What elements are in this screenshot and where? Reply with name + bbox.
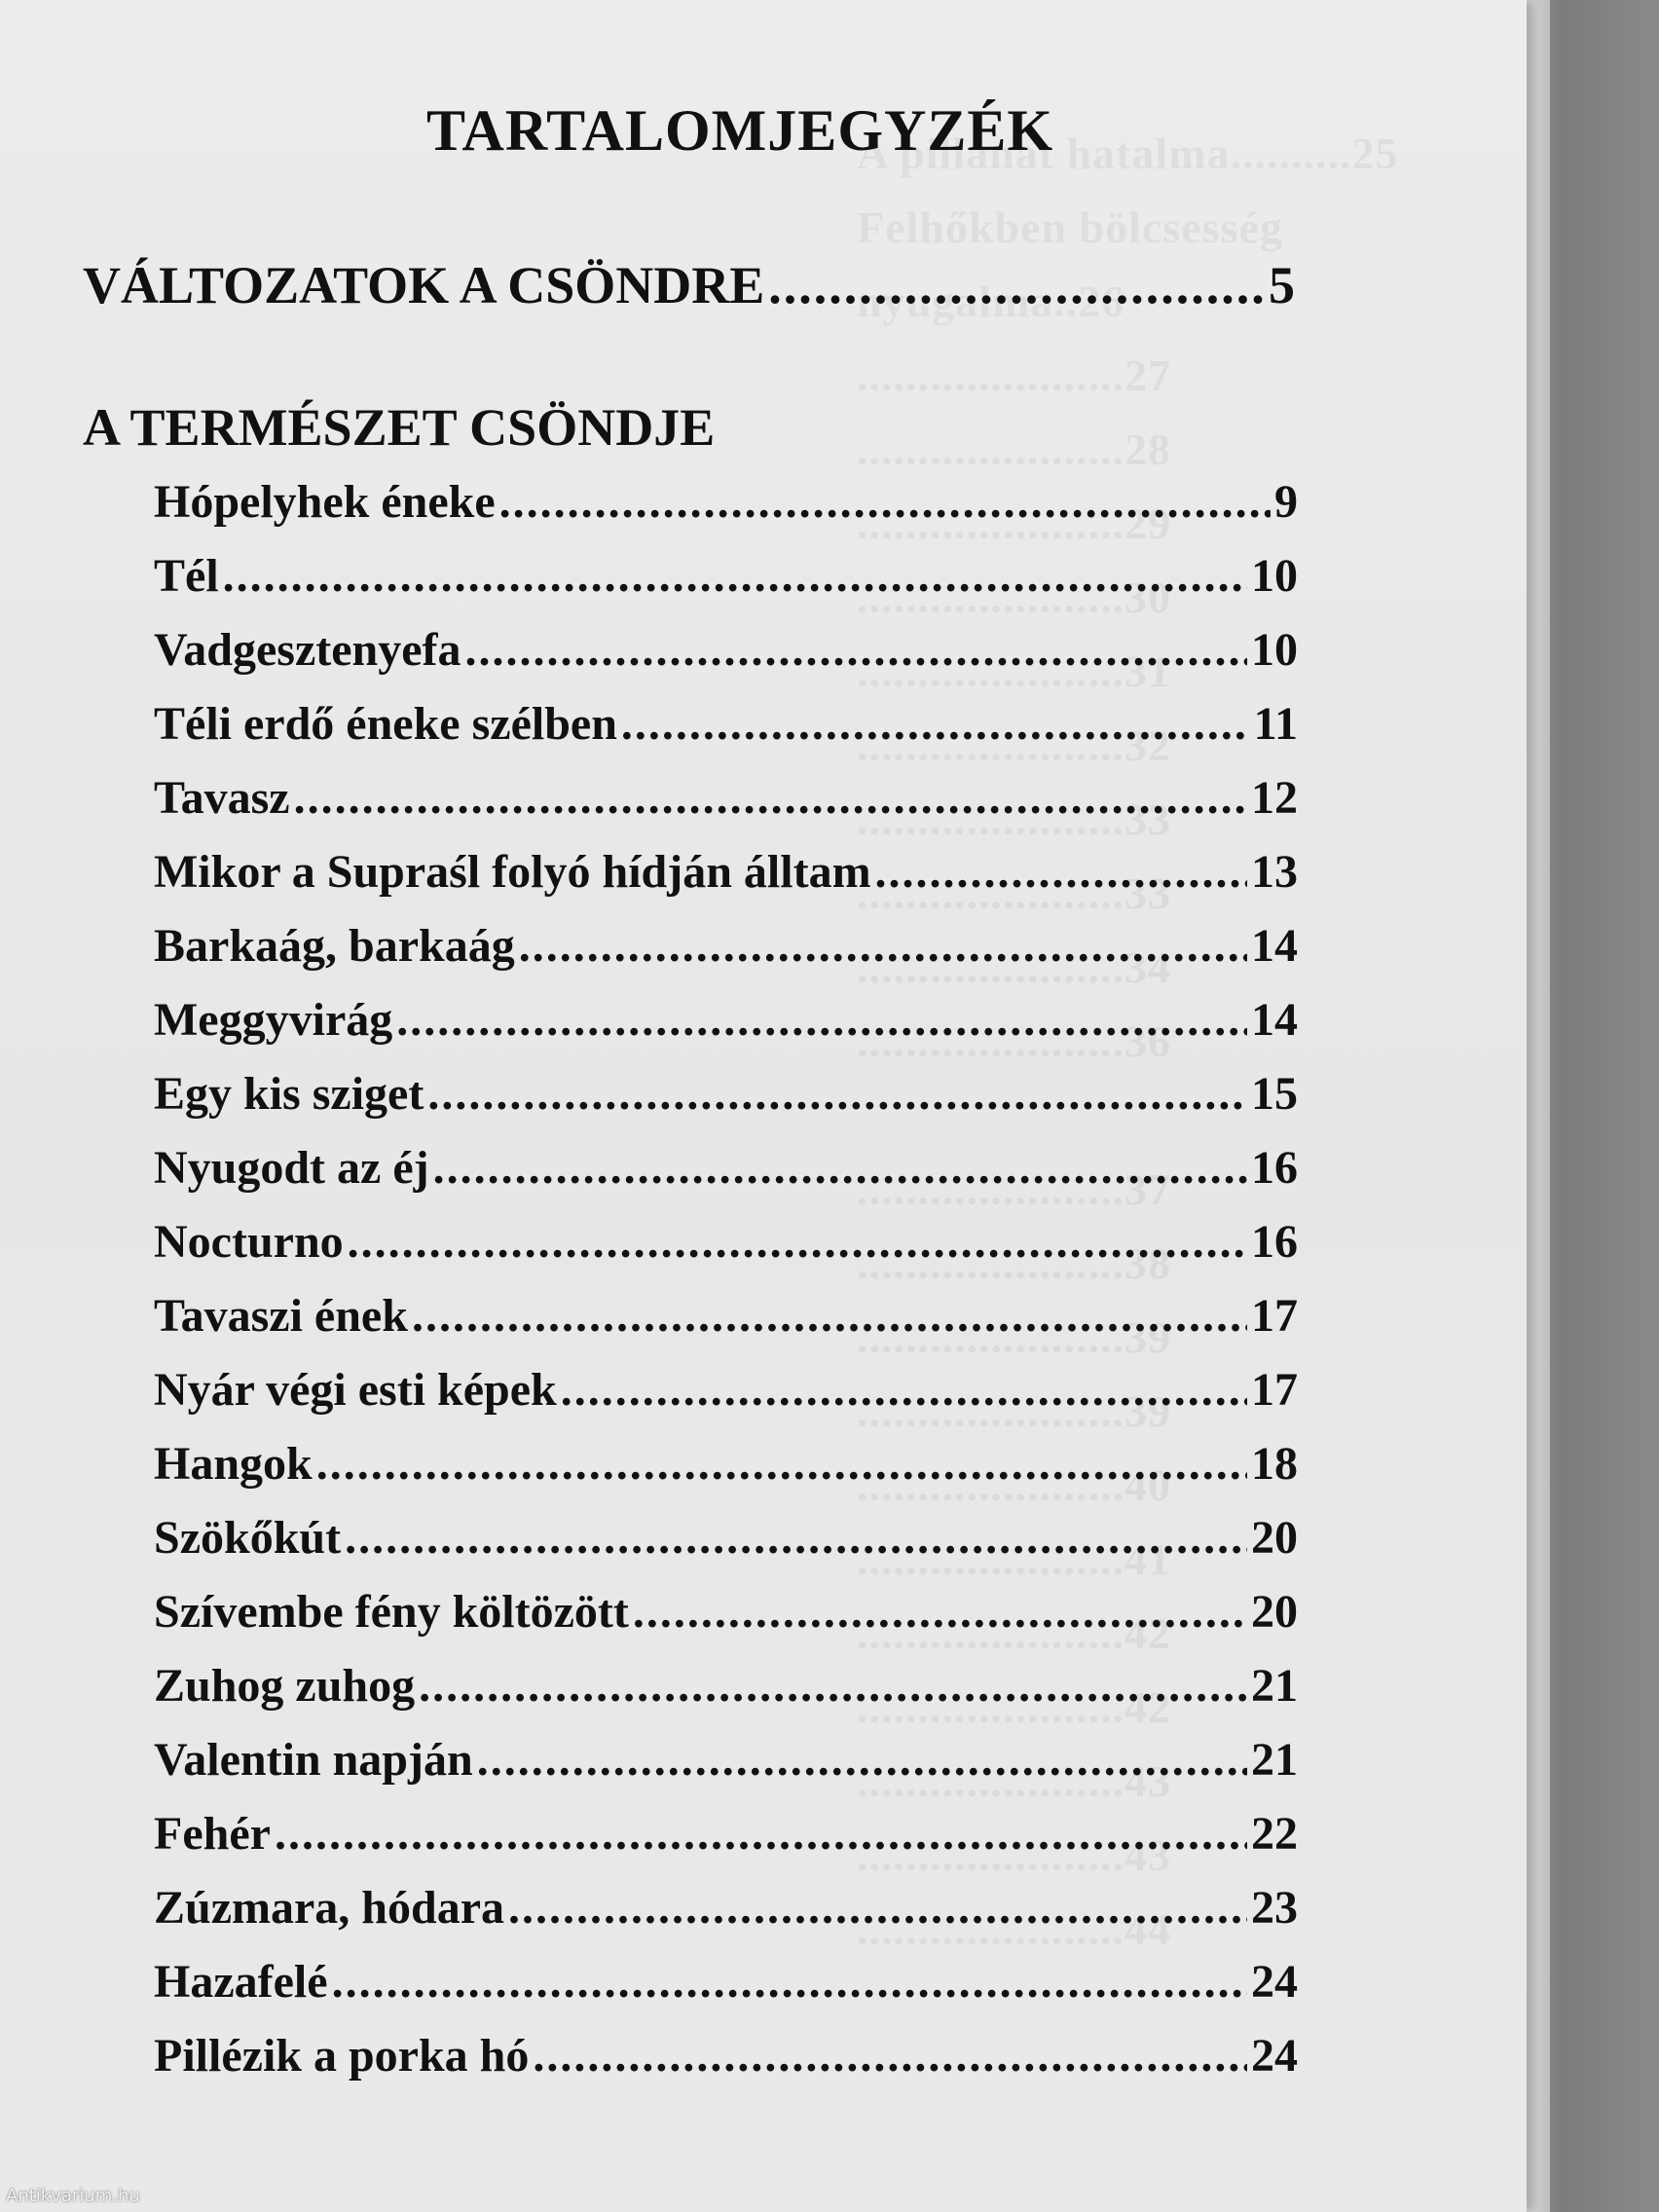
toc-entry-label: Valentin napján [154, 1734, 473, 1786]
toc-page-number: 22 [1251, 1808, 1298, 1860]
dot-leader [316, 1437, 1247, 1491]
toc-entry-label: Vadgesztenyefa [154, 624, 461, 676]
dot-leader [561, 1363, 1247, 1417]
toc-entry [154, 919, 1298, 973]
toc-entry [154, 1215, 1298, 1269]
toc-entry-label: Téli erdő éneke szélben [154, 698, 617, 750]
toc-entry [154, 697, 1298, 751]
toc-page-number: 17 [1251, 1290, 1298, 1342]
dot-leader [396, 993, 1247, 1047]
dot-leader [433, 1141, 1247, 1195]
dot-leader [465, 623, 1247, 677]
dot-leader [519, 919, 1247, 973]
dot-leader [412, 1289, 1247, 1343]
watermark: Antikvarium.hu [6, 2186, 140, 2206]
toc-entry-label: Tél [154, 550, 219, 602]
toc-page-number: 13 [1251, 846, 1298, 898]
toc-entry [154, 1881, 1298, 1935]
toc-entry [154, 2029, 1298, 2083]
toc-entry [154, 1289, 1298, 1343]
dot-leader [768, 255, 1265, 315]
dot-leader [621, 697, 1250, 751]
toc-entry-label: Szívembe fény költözött [154, 1586, 629, 1638]
toc-entry [154, 1511, 1298, 1565]
toc-entry-label: Pillézik a porka hó [154, 2030, 530, 2082]
toc-page-number: 24 [1251, 2030, 1298, 2082]
toc-entry-label: Nyár végi esti képek [154, 1364, 557, 1416]
toc-page-number: 9 [1274, 476, 1298, 528]
toc-page-number: 16 [1251, 1216, 1298, 1268]
dot-leader [419, 1659, 1247, 1713]
section-heading: A TERMÉSZET CSÖNDJE [83, 398, 716, 457]
dot-leader [875, 845, 1247, 899]
toc-entry-label: Nocturno [154, 1216, 344, 1268]
toc-entry-label: Zúzmara, hódara [154, 1882, 504, 1934]
toc-page-number: 10 [1251, 550, 1298, 602]
toc-page-number: 20 [1251, 1512, 1298, 1564]
toc-entry [154, 1141, 1298, 1195]
toc-entry [154, 1807, 1298, 1861]
toc-page-number: 5 [1269, 256, 1295, 314]
toc-entry-label: Meggyvirág [154, 994, 393, 1046]
dot-leader [294, 771, 1247, 825]
page-title: TARTALOMJEGYZÉK [425, 98, 1054, 163]
dot-leader [533, 2029, 1247, 2083]
toc-entry-label: Tavasz [154, 772, 290, 824]
toc-entry-label: Szökőkút [154, 1512, 342, 1564]
dot-leader [427, 1067, 1247, 1121]
dot-leader [345, 1511, 1247, 1565]
dot-leader [348, 1215, 1247, 1269]
toc-page-number: 15 [1251, 1068, 1298, 1120]
toc-entry [154, 993, 1298, 1047]
toc-entry [154, 475, 1298, 529]
dot-leader [477, 1733, 1247, 1787]
toc-page-number: 23 [1251, 1882, 1298, 1934]
toc-page-number: 10 [1251, 624, 1298, 676]
toc-entry [154, 1733, 1298, 1787]
toc-entry-label: Hópelyhek éneke [154, 476, 496, 528]
toc-section-row [83, 255, 1295, 315]
toc-entry-label: Fehér [154, 1808, 271, 1860]
toc-page-number: 11 [1253, 698, 1298, 750]
toc-page-number: 20 [1251, 1586, 1298, 1638]
toc-page-number: 16 [1251, 1142, 1298, 1194]
toc-entry [154, 845, 1298, 899]
bleed-through-text: A pillanat hatalma..........25 Felhőkben bölcsesség nyugalma..26 ......................27 ......................28 ......................29 ......................30 ......................31 ......................32 ......................33 ......................33 ......................34 ......................36 ......................37 ......................38 ......................39 ......................39 ......................40 ......................41 ......................42 ......................42 ......................43 ......................43 ......................44 [857, 129, 1399, 1954]
toc-entry-label: Egy kis sziget [154, 1068, 424, 1120]
toc-entry-label: Zuhog zuhog [154, 1660, 416, 1712]
toc-entry [154, 1067, 1298, 1121]
toc-entry-label: Barkaág, barkaág [154, 920, 515, 972]
dot-leader [275, 1807, 1247, 1861]
toc-page-number: 14 [1251, 920, 1298, 972]
toc-page-number: 12 [1251, 772, 1298, 824]
toc-page-number: 24 [1251, 1956, 1298, 2008]
dot-leader [223, 549, 1247, 603]
toc-entry [154, 623, 1298, 677]
toc-entry [154, 1363, 1298, 1417]
toc-entry [154, 1437, 1298, 1491]
dot-leader [332, 1955, 1247, 2009]
toc-entry [154, 549, 1298, 603]
toc-entry [154, 1585, 1298, 1639]
toc-section-label: VÁLTOZATOK A CSÖNDRE [83, 256, 765, 314]
toc-entry-label: Hazafelé [154, 1956, 328, 2008]
toc-page-number: 21 [1251, 1660, 1298, 1712]
toc-page-number: 18 [1251, 1438, 1298, 1490]
dot-leader [508, 1881, 1247, 1935]
dot-leader [633, 1585, 1247, 1639]
dot-leader [499, 475, 1271, 529]
toc-entry [154, 1659, 1298, 1713]
toc-entry [154, 1955, 1298, 2009]
toc-page-number: 14 [1251, 994, 1298, 1046]
toc-entry-label: Hangok [154, 1438, 313, 1490]
toc-entry [154, 771, 1298, 825]
toc-page-number: 21 [1251, 1734, 1298, 1786]
toc-entry-label: Mikor a Supraśl folyó hídján álltam [154, 846, 871, 898]
toc-entry-label: Nyugodt az éj [154, 1142, 429, 1194]
toc-page-number: 17 [1251, 1364, 1298, 1416]
toc-entry-label: Tavaszi ének [154, 1290, 408, 1342]
